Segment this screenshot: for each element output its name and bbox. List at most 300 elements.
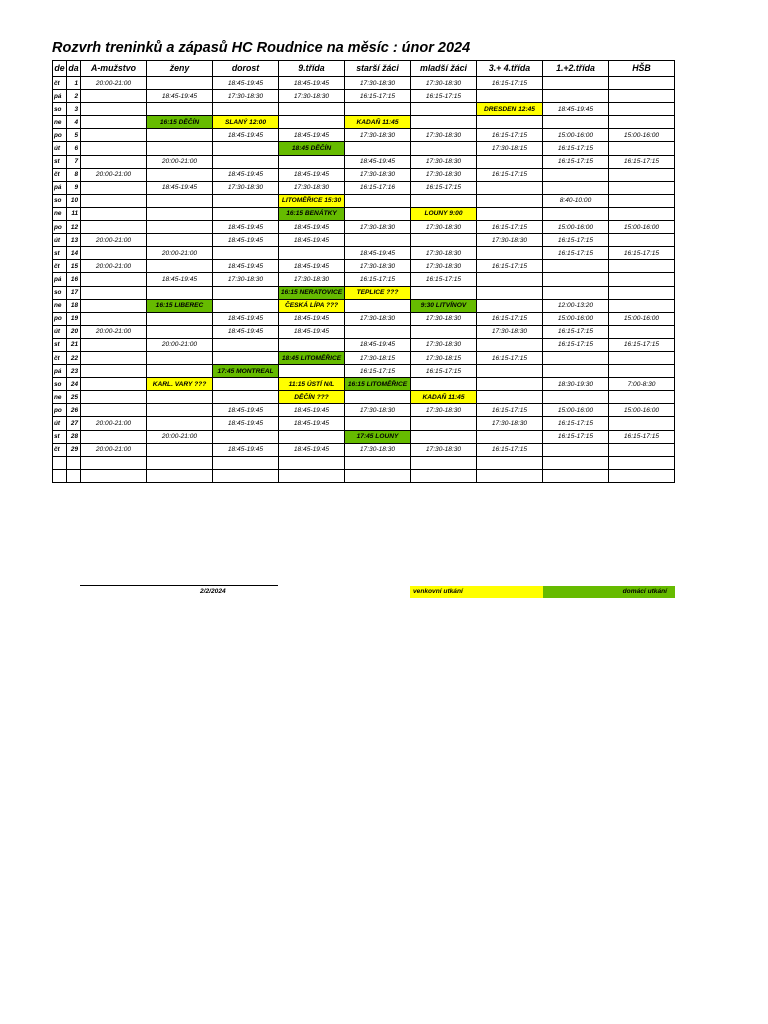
- schedule-cell: [609, 260, 675, 273]
- schedule-cell: [609, 90, 675, 103]
- legend-away-label: venkovní utkání: [413, 588, 463, 595]
- table-row: [53, 378, 675, 391]
- schedule-cell: [81, 129, 147, 142]
- schedule-cell: [609, 365, 675, 378]
- schedule-cell: 16:15-17:15: [345, 365, 411, 378]
- schedule-cell: [477, 90, 543, 103]
- schedule-cell: [543, 168, 609, 181]
- table-row: [53, 103, 675, 116]
- schedule-cell: [147, 325, 213, 338]
- schedule-cell: [213, 155, 279, 168]
- table-row: [53, 299, 675, 312]
- schedule-cell: 16:15-17:15: [477, 221, 543, 234]
- away-match-cell: TEPLICE ???: [345, 286, 411, 299]
- home-match-cell: 16:15 NERATOVICE: [279, 286, 345, 299]
- schedule-cell: [81, 155, 147, 168]
- weekday-cell: čt: [53, 351, 67, 364]
- schedule-cell: [279, 365, 345, 378]
- schedule-cell: 16:15-17:15: [543, 247, 609, 260]
- empty-cell: [609, 456, 675, 469]
- weekday-cell: ne: [53, 207, 67, 220]
- schedule-cell: [411, 378, 477, 391]
- weekday-cell: po: [53, 129, 67, 142]
- column-header: de: [53, 61, 67, 77]
- schedule-cell: [543, 116, 609, 129]
- schedule-cell: [147, 443, 213, 456]
- empty-cell: [147, 456, 213, 469]
- schedule-cell: [609, 351, 675, 364]
- table-row: [53, 273, 675, 286]
- empty-cell: [279, 469, 345, 482]
- schedule-cell: [609, 286, 675, 299]
- schedule-cell: [81, 207, 147, 220]
- schedule-cell: 17:30-18:30: [411, 155, 477, 168]
- schedule-cell: [411, 142, 477, 155]
- schedule-cell: [81, 103, 147, 116]
- schedule-cell: [81, 181, 147, 194]
- home-match-cell: 16:15 BENÁTKY: [279, 207, 345, 220]
- schedule-cell: [609, 194, 675, 207]
- schedule-cell: 18:45-19:45: [279, 417, 345, 430]
- schedule-cell: [477, 181, 543, 194]
- column-header: 9.třída: [279, 61, 345, 77]
- schedule-cell: [279, 430, 345, 443]
- schedule-cell: [345, 325, 411, 338]
- schedule-cell: [543, 365, 609, 378]
- schedule-cell: 16:15-17:15: [609, 430, 675, 443]
- schedule-cell: 16:15-17:15: [543, 142, 609, 155]
- day-number-cell: 18: [67, 299, 81, 312]
- schedule-cell: [345, 391, 411, 404]
- day-number-cell: 23: [67, 365, 81, 378]
- table-row: [53, 129, 675, 142]
- schedule-cell: [543, 90, 609, 103]
- schedule-cell: 17:30-18:30: [477, 325, 543, 338]
- schedule-cell: [477, 155, 543, 168]
- schedule-cell: [411, 430, 477, 443]
- schedule-cell: [609, 168, 675, 181]
- empty-cell: [147, 469, 213, 482]
- empty-cell: [609, 469, 675, 482]
- table-row: [53, 90, 675, 103]
- column-header: ženy: [147, 61, 213, 77]
- schedule-cell: 16:15-17:15: [411, 181, 477, 194]
- schedule-cell: 20:00-21:00: [81, 443, 147, 456]
- schedule-cell: [81, 221, 147, 234]
- home-match-cell: 16:15 LITOMĚŘICE: [345, 378, 411, 391]
- schedule-cell: [147, 260, 213, 273]
- schedule-cell: [543, 273, 609, 286]
- schedule-cell: [345, 194, 411, 207]
- schedule-cell: 17:30-18:30: [213, 181, 279, 194]
- home-match-cell: 17:45 MONTREAL: [213, 365, 279, 378]
- table-row: [53, 338, 675, 351]
- schedule-cell: [147, 351, 213, 364]
- day-number-cell: 6: [67, 142, 81, 155]
- schedule-cell: [477, 430, 543, 443]
- weekday-cell: pá: [53, 181, 67, 194]
- table-row: [53, 155, 675, 168]
- away-match-cell: LOUNY 9:00: [411, 207, 477, 220]
- weekday-cell: st: [53, 430, 67, 443]
- empty-cell: [213, 456, 279, 469]
- column-header: A-mužstvo: [81, 61, 147, 77]
- empty-cell: [81, 456, 147, 469]
- column-header: mladší žáci: [411, 61, 477, 77]
- schedule-cell: [477, 365, 543, 378]
- table-row: [53, 365, 675, 378]
- away-match-cell: LITOMĚŘICE 15:30: [279, 194, 345, 207]
- schedule-cell: 17:30-18:30: [411, 338, 477, 351]
- weekday-cell: so: [53, 194, 67, 207]
- schedule-cell: [213, 103, 279, 116]
- schedule-cell: [147, 365, 213, 378]
- column-header: 3.+ 4.třída: [477, 61, 543, 77]
- home-match-cell: 18:45 DĚČÍN: [279, 142, 345, 155]
- empty-cell: [345, 469, 411, 482]
- schedule-cell: [345, 142, 411, 155]
- schedule-cell: 20:00-21:00: [147, 247, 213, 260]
- schedule-cell: [411, 116, 477, 129]
- schedule-cell: [609, 207, 675, 220]
- schedule-cell: [213, 142, 279, 155]
- schedule-cell: 20:00-21:00: [81, 260, 147, 273]
- schedule-cell: 18:45-19:45: [279, 404, 345, 417]
- table-row: [53, 430, 675, 443]
- schedule-cell: 16:15-17:16: [345, 181, 411, 194]
- schedule-cell: [477, 286, 543, 299]
- schedule-cell: 17:30-18:30: [411, 260, 477, 273]
- schedule-cell: [279, 155, 345, 168]
- schedule-cell: [477, 116, 543, 129]
- schedule-cell: [609, 142, 675, 155]
- schedule-cell: 17:30-18:30: [345, 221, 411, 234]
- schedule-cell: [609, 116, 675, 129]
- day-number-cell: 29: [67, 443, 81, 456]
- schedule-cell: 15:00-16:00: [543, 404, 609, 417]
- schedule-cell: [147, 77, 213, 90]
- empty-cell: [411, 456, 477, 469]
- day-number-cell: 7: [67, 155, 81, 168]
- day-number-cell: 3: [67, 103, 81, 116]
- weekday-cell: út: [53, 142, 67, 155]
- weekday-cell: ne: [53, 299, 67, 312]
- table-row: [53, 404, 675, 417]
- away-match-cell: DĚČÍN ???: [279, 391, 345, 404]
- schedule-cell: 18:45-19:45: [279, 221, 345, 234]
- schedule-cell: [279, 247, 345, 260]
- schedule-cell: [147, 168, 213, 181]
- schedule-cell: 17:30-18:30: [345, 168, 411, 181]
- weekday-cell: čt: [53, 168, 67, 181]
- schedule-cell: 20:00-21:00: [81, 234, 147, 247]
- empty-cell: [213, 469, 279, 482]
- empty-cell: [67, 456, 81, 469]
- schedule-cell: 16:15-17:15: [609, 338, 675, 351]
- schedule-cell: 16:15-17:15: [477, 77, 543, 90]
- schedule-cell: [345, 207, 411, 220]
- schedule-cell: 16:15-17:15: [543, 338, 609, 351]
- schedule-cell: [411, 234, 477, 247]
- schedule-cell: 16:15-17:15: [411, 365, 477, 378]
- table-row: [53, 325, 675, 338]
- weekday-cell: po: [53, 404, 67, 417]
- home-match-cell: 18:45 LITOMĚŘICE: [279, 351, 345, 364]
- schedule-cell: [609, 103, 675, 116]
- schedule-cell: [609, 181, 675, 194]
- legend-away-swatch: [410, 586, 543, 598]
- schedule-cell: 16:15-17:15: [543, 430, 609, 443]
- day-number-cell: 20: [67, 325, 81, 338]
- schedule-cell: [345, 103, 411, 116]
- schedule-cell: 20:00-21:00: [81, 168, 147, 181]
- schedule-cell: 18:45-19:45: [279, 325, 345, 338]
- schedule-cell: 12:00-13:20: [543, 299, 609, 312]
- schedule-cell: 17:30-18:15: [477, 142, 543, 155]
- schedule-cell: [279, 338, 345, 351]
- column-header: 1.+2.třída: [543, 61, 609, 77]
- weekday-cell: po: [53, 221, 67, 234]
- schedule-cell: 17:30-18:30: [411, 168, 477, 181]
- schedule-cell: 20:00-21:00: [81, 77, 147, 90]
- page-title: Rozvrh treninků a zápasů HC Roudnice na měsíc : únor 2024: [52, 40, 471, 56]
- weekday-cell: so: [53, 103, 67, 116]
- empty-cell: [411, 469, 477, 482]
- schedule-cell: 18:45-19:45: [345, 338, 411, 351]
- away-match-cell: KARL. VARY ???: [147, 378, 213, 391]
- empty-cell: [81, 469, 147, 482]
- schedule-cell: [477, 194, 543, 207]
- schedule-cell: 18:45-19:45: [345, 247, 411, 260]
- schedule-cell: [213, 338, 279, 351]
- table-row: [53, 77, 675, 90]
- schedule-cell: 17:30-18:30: [213, 90, 279, 103]
- day-number-cell: 4: [67, 116, 81, 129]
- schedule-cell: 18:45-19:45: [279, 312, 345, 325]
- weekday-cell: ne: [53, 116, 67, 129]
- schedule-cell: [81, 391, 147, 404]
- schedule-cell: [477, 391, 543, 404]
- schedule-cell: [543, 286, 609, 299]
- schedule-cell: 17:30-18:30: [279, 273, 345, 286]
- day-number-cell: 21: [67, 338, 81, 351]
- schedule-cell: 17:30-18:30: [411, 247, 477, 260]
- schedule-cell: [213, 351, 279, 364]
- schedule-cell: 17:30-18:30: [213, 273, 279, 286]
- schedule-cell: 18:45-19:45: [213, 404, 279, 417]
- day-number-cell: 9: [67, 181, 81, 194]
- schedule-cell: [609, 391, 675, 404]
- schedule-cell: [477, 378, 543, 391]
- schedule-cell: 18:45-19:45: [213, 417, 279, 430]
- schedule-cell: [609, 273, 675, 286]
- day-number-cell: 16: [67, 273, 81, 286]
- schedule-cell: [213, 247, 279, 260]
- schedule-cell: [213, 378, 279, 391]
- schedule-cell: 20:00-21:00: [147, 430, 213, 443]
- schedule-cell: [477, 299, 543, 312]
- schedule-cell: 15:00-16:00: [543, 129, 609, 142]
- schedule-cell: 20:00-21:00: [81, 325, 147, 338]
- table-row: [53, 247, 675, 260]
- header-row: [53, 61, 675, 77]
- schedule-cell: [477, 207, 543, 220]
- weekday-cell: so: [53, 286, 67, 299]
- day-number-cell: 17: [67, 286, 81, 299]
- schedule-cell: 18:45-19:45: [279, 129, 345, 142]
- empty-cell: [67, 469, 81, 482]
- schedule-cell: 18:45-19:45: [345, 155, 411, 168]
- schedule-cell: [81, 299, 147, 312]
- day-number-cell: 2: [67, 90, 81, 103]
- schedule-cell: 18:45-19:45: [279, 77, 345, 90]
- schedule-cell: [147, 194, 213, 207]
- table-row: [53, 142, 675, 155]
- schedule-cell: [543, 207, 609, 220]
- schedule-cell: 18:45-19:45: [213, 129, 279, 142]
- day-number-cell: 1: [67, 77, 81, 90]
- day-number-cell: 22: [67, 351, 81, 364]
- table-row: [53, 391, 675, 404]
- schedule-cell: 16:15-17:15: [477, 260, 543, 273]
- schedule-cell: 16:15-17:15: [477, 443, 543, 456]
- schedule-cell: [147, 142, 213, 155]
- schedule-cell: 17:30-18:30: [411, 77, 477, 90]
- schedule-cell: [147, 417, 213, 430]
- schedule-cell: 17:30-18:30: [345, 77, 411, 90]
- schedule-cell: 18:45-19:45: [279, 234, 345, 247]
- schedule-cell: 18:45-19:45: [213, 234, 279, 247]
- schedule-cell: [411, 194, 477, 207]
- schedule-cell: 17:30-18:30: [411, 404, 477, 417]
- away-match-cell: ČESKÁ LÍPA ???: [279, 299, 345, 312]
- schedule-cell: [213, 430, 279, 443]
- schedule-cell: [147, 129, 213, 142]
- empty-cell: [477, 469, 543, 482]
- schedule-cell: 18:30-19:30: [543, 378, 609, 391]
- legend-home-swatch: [543, 586, 675, 598]
- schedule-cell: 17:30-18:30: [411, 443, 477, 456]
- schedule-cell: [543, 391, 609, 404]
- schedule-cell: 18:45-19:45: [213, 312, 279, 325]
- schedule-cell: [411, 417, 477, 430]
- schedule-cell: 17:30-18:30: [477, 234, 543, 247]
- home-match-cell: 9:30 LITVÍNOV: [411, 299, 477, 312]
- table-row: [53, 168, 675, 181]
- day-number-cell: 24: [67, 378, 81, 391]
- schedule-cell: [81, 312, 147, 325]
- table-row: [53, 207, 675, 220]
- weekday-cell: ne: [53, 391, 67, 404]
- day-number-cell: 19: [67, 312, 81, 325]
- weekday-cell: čt: [53, 77, 67, 90]
- schedule-cell: [543, 351, 609, 364]
- schedule-cell: 15:00-16:00: [543, 312, 609, 325]
- empty-cell: [345, 456, 411, 469]
- schedule-cell: [543, 77, 609, 90]
- day-number-cell: 14: [67, 247, 81, 260]
- empty-cell: [543, 456, 609, 469]
- weekday-cell: st: [53, 247, 67, 260]
- schedule-cell: 15:00-16:00: [609, 129, 675, 142]
- schedule-cell: 18:45-19:45: [213, 168, 279, 181]
- day-number-cell: 27: [67, 417, 81, 430]
- schedule-cell: 17:30-18:15: [345, 351, 411, 364]
- schedule-cell: 16:15-17:15: [609, 155, 675, 168]
- schedule-cell: [81, 273, 147, 286]
- schedule-cell: 15:00-16:00: [609, 404, 675, 417]
- schedule-cell: [411, 103, 477, 116]
- footer-date: 2/2/2024: [200, 588, 226, 595]
- schedule-cell: [609, 417, 675, 430]
- day-number-cell: 5: [67, 129, 81, 142]
- schedule-cell: 16:15-17:15: [345, 90, 411, 103]
- home-match-cell: 17:45 LOUNY: [345, 430, 411, 443]
- schedule-cell: 17:30-18:30: [411, 221, 477, 234]
- empty-cell: [53, 456, 67, 469]
- schedule-cell: [213, 207, 279, 220]
- away-match-cell: DRESDEN 12:45: [477, 103, 543, 116]
- schedule-cell: [213, 194, 279, 207]
- schedule-cell: [609, 299, 675, 312]
- schedule-cell: [345, 417, 411, 430]
- schedule-cell: [147, 404, 213, 417]
- away-match-cell: KADAŇ 11:45: [411, 391, 477, 404]
- weekday-cell: čt: [53, 260, 67, 273]
- schedule-cell: 16:15-17:15: [543, 417, 609, 430]
- schedule-cell: [477, 247, 543, 260]
- schedule-cell: [81, 142, 147, 155]
- schedule-body: [53, 77, 675, 483]
- schedule-cell: [81, 90, 147, 103]
- schedule-cell: [213, 391, 279, 404]
- empty-row: [53, 456, 675, 469]
- schedule-cell: [81, 194, 147, 207]
- schedule-cell: 18:45-19:45: [213, 325, 279, 338]
- weekday-cell: po: [53, 312, 67, 325]
- table-row: [53, 116, 675, 129]
- day-number-cell: 11: [67, 207, 81, 220]
- schedule-cell: 18:45-19:45: [279, 168, 345, 181]
- schedule-cell: 18:45-19:45: [279, 260, 345, 273]
- schedule-cell: [279, 116, 345, 129]
- schedule-cell: [609, 325, 675, 338]
- schedule-cell: [477, 338, 543, 351]
- schedule-cell: [81, 430, 147, 443]
- schedule-cell: [81, 247, 147, 260]
- day-number-cell: 15: [67, 260, 81, 273]
- empty-row: [53, 469, 675, 482]
- schedule-cell: 16:15-17:15: [543, 325, 609, 338]
- day-number-cell: 8: [67, 168, 81, 181]
- schedule-cell: 16:15-17:15: [411, 90, 477, 103]
- schedule-cell: [81, 404, 147, 417]
- schedule-cell: [147, 221, 213, 234]
- schedule-cell: 16:15-17:15: [411, 273, 477, 286]
- day-number-cell: 26: [67, 404, 81, 417]
- schedule-cell: 16:15-17:15: [477, 168, 543, 181]
- home-match-cell: 16:15 LIBEREC: [147, 299, 213, 312]
- schedule-cell: 15:00-16:00: [609, 221, 675, 234]
- weekday-cell: pá: [53, 90, 67, 103]
- schedule-cell: 16:15-17:15: [477, 129, 543, 142]
- schedule-cell: 18:45-19:45: [213, 77, 279, 90]
- empty-cell: [477, 456, 543, 469]
- schedule-cell: 18:45-19:45: [147, 90, 213, 103]
- schedule-cell: 17:30-18:30: [345, 260, 411, 273]
- schedule-cell: 18:45-19:45: [147, 273, 213, 286]
- weekday-cell: pá: [53, 365, 67, 378]
